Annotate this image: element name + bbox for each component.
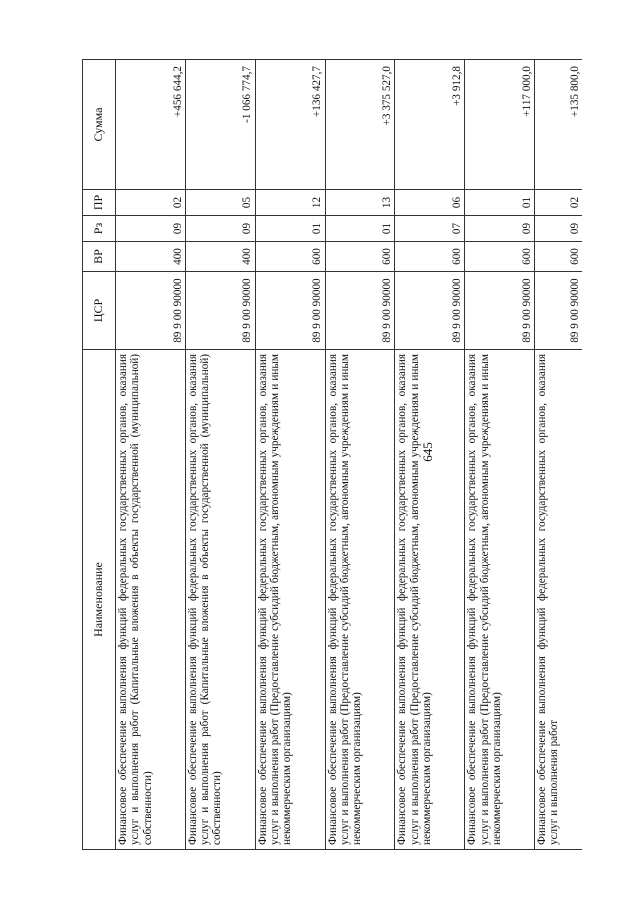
cell-vr: 600 — [325, 242, 395, 272]
cell-rz: 01 — [325, 216, 395, 242]
budget-table — [82, 59, 582, 850]
cell-sum: +117 000,0 — [465, 60, 535, 190]
table-header-row — [83, 60, 116, 850]
cell-sum: +456 644,2 — [116, 60, 186, 190]
cell-name: Финансовое обеспечение выполнения функций федеральных государственных органов, оказания услуг и выполнения работ (Предоставление субсидий бюджетным, автономным учреждениям и иным некоммерческим организациям) — [325, 350, 395, 850]
cell-vr: 400 — [185, 242, 255, 272]
cell-name: Финансовое обеспечение выполнения функций федеральных государственных органов, оказания услуг и выполнения работ (Предоставление субсидий бюджетным, автономным учреждениям и иным некоммерческим организациям) — [255, 350, 325, 850]
cell-name: Финансовое обеспечение выполнения функций федеральных государственных органов, оказания услуг и выполнения работ (Предоставление субсидий бюджетным, автономным учреждениям и иным некоммерческим организациям) — [465, 350, 535, 850]
cell-pr: 06 — [395, 190, 465, 216]
cell-vr: 600 — [465, 242, 535, 272]
table-row — [325, 60, 395, 850]
table-row — [395, 60, 465, 850]
header-pr: ПР — [83, 190, 116, 216]
cell-pr: 02 — [535, 190, 582, 216]
table-row — [255, 60, 325, 850]
cell-csr: 89 9 00 90000 — [185, 272, 255, 350]
cell-sum: -1 066 774,7 — [185, 60, 255, 190]
cell-rz: 01 — [255, 216, 325, 242]
cell-name: Финансовое обеспечение выполнения функций федеральных государственных органов, оказания услуг и выполнения работ (Капитальные вложения в объекты государственной (муниципальной) собственности) — [185, 350, 255, 850]
cell-csr: 89 9 00 90000 — [465, 272, 535, 350]
cell-rz: 09 — [465, 216, 535, 242]
rotated-table-frame — [82, 60, 582, 850]
header-sum: Сумма — [83, 60, 116, 190]
cell-vr: 600 — [535, 242, 582, 272]
cell-rz: 09 — [185, 216, 255, 242]
table-row — [185, 60, 255, 850]
cell-rz: 09 — [535, 216, 582, 242]
cell-vr: 600 — [255, 242, 325, 272]
cell-sum: +135 800,0 — [535, 60, 582, 190]
cell-vr: 400 — [116, 242, 186, 272]
cell-sum: +3 912,8 — [395, 60, 465, 190]
cell-csr: 89 9 00 90000 — [116, 272, 186, 350]
cell-vr: 600 — [395, 242, 465, 272]
cell-pr: 05 — [185, 190, 255, 216]
cell-pr: 01 — [465, 190, 535, 216]
cell-pr: 02 — [116, 190, 186, 216]
cell-name: Финансовое обеспечение выполнения функций федеральных государственных органов, оказания услуг и выполнения работ — [535, 350, 582, 850]
cell-name: Финансовое обеспечение выполнения функций федеральных государственных органов, оказания услуг и выполнения работ (Капитальные вложения в объекты государственной (муниципальной) собственности) — [116, 350, 186, 850]
cell-rz: 07 — [395, 216, 465, 242]
header-rz: Рз — [83, 216, 116, 242]
cell-csr: 89 9 00 90000 — [535, 272, 582, 350]
header-name: Наименование — [83, 350, 116, 850]
table-wrapper — [82, 60, 582, 850]
page-number: 645 — [420, 442, 435, 462]
cell-csr: 89 9 00 90000 — [325, 272, 395, 350]
table-row — [116, 60, 186, 850]
cell-sum: +3 375 527,0 — [325, 60, 395, 190]
table-row — [535, 60, 582, 850]
header-vr: ВР — [83, 242, 116, 272]
cell-sum: +136 427,7 — [255, 60, 325, 190]
cell-name: Финансовое обеспечение выполнения функций федеральных государственных органов, оказания услуг и выполнения работ (Предоставление субсидий бюджетным, автономным учреждениям и иным некоммерческим организациям) — [395, 350, 465, 850]
cell-pr: 13 — [325, 190, 395, 216]
cell-csr: 89 9 00 90000 — [395, 272, 465, 350]
header-csr: ЦСР — [83, 272, 116, 350]
table-row — [465, 60, 535, 850]
cell-pr: 12 — [255, 190, 325, 216]
cell-csr: 89 9 00 90000 — [255, 272, 325, 350]
cell-rz: 09 — [116, 216, 186, 242]
